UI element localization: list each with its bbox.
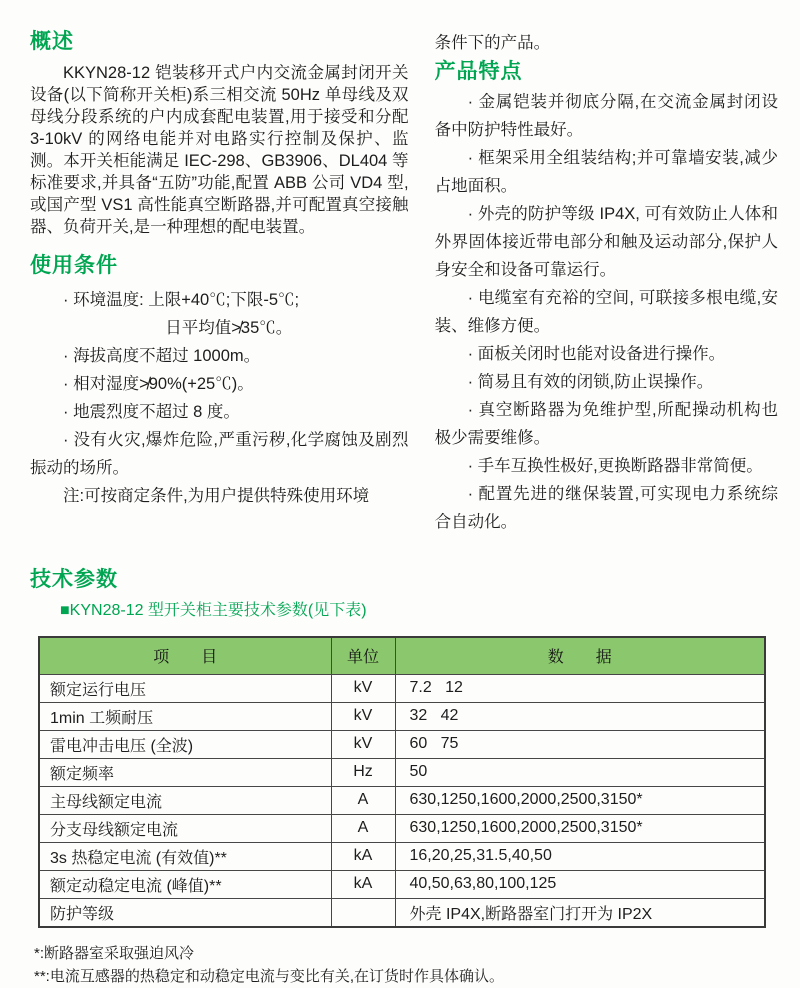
row-item-cell: 额定动稳定电流 (峰值)** <box>39 870 331 898</box>
column-header-unit: 单位 <box>331 637 395 674</box>
row-data-cell: 40,50,63,80,100,125 <box>395 870 765 898</box>
table-row <box>39 674 765 702</box>
footnotes <box>34 942 778 988</box>
row-data-cell: 630,1250,1600,2000,2500,3150* <box>395 786 765 814</box>
row-unit-cell: A <box>331 786 395 814</box>
row-unit-cell: kA <box>331 842 395 870</box>
row-item-cell: 额定频率 <box>39 758 331 786</box>
table-row <box>39 702 765 730</box>
feature-bullet-interlock: · 简易且有效的闭锁,防止误操作。 <box>467 373 714 391</box>
feature-bullet-ip4x: · 外壳的防护等级 IP4X, 可有效防止人体和外界固体接近带电部分和触及运动部分,保护人身安全和设备可靠运行。 <box>434 205 778 279</box>
right-column <box>435 30 778 542</box>
row-unit-cell: A <box>331 814 395 842</box>
row-data-cell: 16,20,25,31.5,40,50 <box>395 842 765 870</box>
row-item-cell: 额定运行电压 <box>39 674 331 702</box>
row-data-cell: 外壳 IP4X,断路器室门打开为 IP2X <box>395 898 765 927</box>
usage-note: 注:可按商定条件,为用户提供特殊使用环境 <box>63 487 370 505</box>
row-unit-cell: kV <box>331 702 395 730</box>
table-row <box>39 758 765 786</box>
row-item-cell: 3s 热稳定电流 (有效值)** <box>39 842 331 870</box>
two-column-layout <box>30 30 778 542</box>
table-caption: ■KYN28-12 型开关柜主要技术参数(见下表) <box>60 602 367 619</box>
product-features-heading: 产品特点 <box>434 60 523 83</box>
usage-conditions-heading: 使用条件 <box>30 254 118 277</box>
usage-conditions-list <box>30 286 409 510</box>
usage-bullet-environment: · 没有火灾,爆炸危险,严重污秽,化学腐蚀及剧烈振动的场所。 <box>30 431 409 477</box>
row-data-cell: 32 42 <box>395 702 765 730</box>
feature-bullet-panel: · 面板关闭时也能对设备进行操作。 <box>467 345 726 363</box>
parameters-table <box>38 636 766 928</box>
overview-paragraph: KKYN28-12 铠装移开式户内交流金属封闭开关设备(以下简称开关柜)系三相交流 50Hz 单母线及双母线分段系统的户内成套配电装置,用于接受和分配 3-10kV 的网络电能并对电路实行控制及保护、监测。本开关柜能满足 IEC-298、GB3906、DL404 等标准要求,并具备“五防”功能,配置 ABB 公司 VD4 型,或国产型 VS1 高性能真空断路器,并可配置真空接触器、负荷开关,是一种理想的配电装置。 <box>30 64 409 236</box>
feature-bullet-relay: · 配置先进的继保装置,可实现电力系统综合自动化。 <box>434 485 778 531</box>
row-item-cell: 1min 工频耐压 <box>39 702 331 730</box>
row-unit-cell: kV <box>331 674 395 702</box>
row-unit-cell <box>331 898 395 927</box>
table-row <box>39 786 765 814</box>
footnote-forced-cooling: *:断路器室采取强迫风冷 <box>34 944 195 962</box>
usage-bullet-seismic: · 地震烈度不超过 8 度。 <box>63 403 240 421</box>
table-header-row <box>39 637 765 674</box>
feature-bullet-cable-room: · 电缆室有充裕的空间, 可联接多根电缆,安装、维修方便。 <box>434 289 778 335</box>
product-features-list <box>435 88 778 536</box>
left-column <box>30 30 409 542</box>
feature-bullet-trolley: · 手车互换性极好,更换断路器非常简便。 <box>467 457 763 475</box>
table-row <box>39 898 765 927</box>
column-header-data: 数 据 <box>395 637 765 674</box>
row-item-cell: 防护等级 <box>39 898 331 927</box>
feature-bullet-armored: · 金属铠装并彻底分隔,在交流金属封闭设备中防护特性最好。 <box>434 93 778 139</box>
overview-heading: 概述 <box>30 30 74 53</box>
row-item-cell: 分支母线额定电流 <box>39 814 331 842</box>
row-item-cell: 主母线额定电流 <box>39 786 331 814</box>
usage-bullet-temperature-subline: 日平均值≯35℃。 <box>165 319 293 337</box>
usage-bullet-altitude: · 海拔高度不超过 1000m。 <box>63 347 261 365</box>
column-header-item: 项 目 <box>39 637 331 674</box>
row-data-cell: 60 75 <box>395 730 765 758</box>
feature-bullet-frame: · 框架采用全组装结构;并可靠墙安装,减少占地面积。 <box>434 149 778 195</box>
technical-parameters-heading: 技术参数 <box>30 568 118 591</box>
table-row <box>39 814 765 842</box>
usage-bullet-temperature: · 环境温度: 上限+40℃;下限-5℃; <box>63 291 300 309</box>
table-row <box>39 730 765 758</box>
usage-bullet-humidity: · 相对湿度≯90%(+25℃)。 <box>63 375 254 393</box>
row-unit-cell: kV <box>331 730 395 758</box>
table-row <box>39 870 765 898</box>
technical-parameters-section <box>30 568 778 988</box>
row-item-cell: 雷电冲击电压 (全波) <box>39 730 331 758</box>
row-unit-cell: Hz <box>331 758 395 786</box>
table-row <box>39 842 765 870</box>
feature-bullet-breaker: · 真空断路器为免维护型,所配操动机构也极少需要维修。 <box>434 401 778 447</box>
row-data-cell: 630,1250,1600,2000,2500,3150* <box>395 814 765 842</box>
footnote-current-transformer: **:电流互感器的热稳定和动稳定电流与变比有关,在订货时作具体确认。 <box>34 967 505 985</box>
row-unit-cell: kA <box>331 870 395 898</box>
usage-note-continuation: 条件下的产品。 <box>434 34 551 52</box>
row-data-cell: 50 <box>395 758 765 786</box>
row-data-cell: 7.2 12 <box>395 674 765 702</box>
